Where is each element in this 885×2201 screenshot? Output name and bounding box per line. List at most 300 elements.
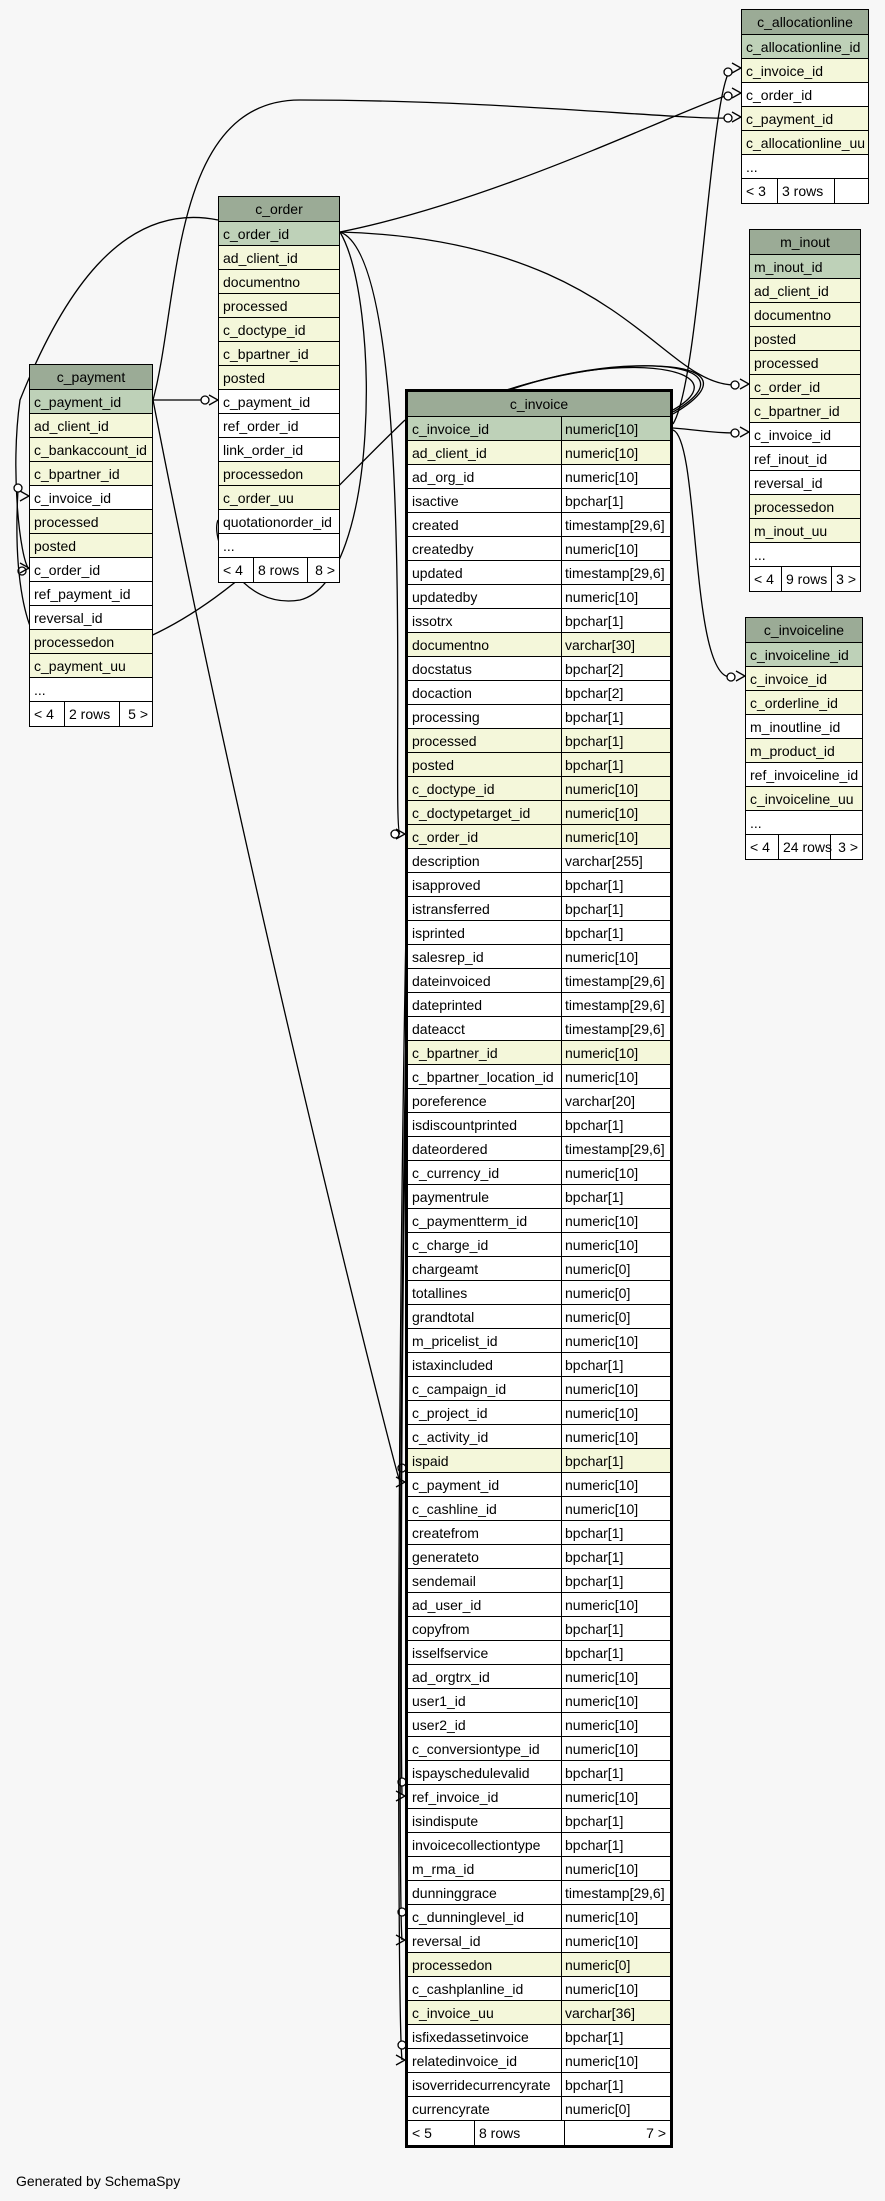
column-name: dateinvoiced [412, 973, 491, 989]
column-row[interactable] [408, 1641, 670, 1665]
column-row[interactable] [750, 543, 860, 567]
column-row[interactable] [408, 1785, 670, 1809]
column-name: posted [412, 757, 455, 773]
column-name: processed [754, 355, 819, 371]
column-row[interactable] [30, 462, 152, 486]
column-row[interactable] [746, 811, 862, 835]
column-row[interactable] [408, 1569, 670, 1593]
column-name: c_bankaccount_id [34, 442, 147, 458]
column-row[interactable] [408, 993, 670, 1017]
column-row[interactable] [408, 1881, 670, 1905]
column-name: docstatus [412, 661, 472, 677]
column-row[interactable] [408, 1617, 670, 1641]
column-type: numeric[0] [561, 1305, 630, 1328]
column-row[interactable] [408, 969, 670, 993]
column-name: ... [750, 815, 762, 831]
column-row[interactable] [408, 441, 670, 465]
column-name: c_allocationline_uu [746, 135, 866, 151]
column-type: bpchar[1] [561, 705, 623, 728]
column-row[interactable] [750, 303, 860, 327]
column-row[interactable] [408, 1161, 670, 1185]
column-row[interactable] [219, 366, 339, 390]
column-name: c_payment_id [746, 111, 834, 127]
column-row[interactable] [408, 1737, 670, 1761]
column-row[interactable] [746, 667, 862, 691]
column-row[interactable] [30, 678, 152, 702]
column-name: c_order_id [34, 562, 101, 578]
column-row[interactable] [30, 534, 152, 558]
column-name: m_inout_id [754, 259, 823, 275]
column-name: user2_id [412, 1717, 466, 1733]
column-type: numeric[10] [561, 1905, 638, 1928]
column-name: c_dunninglevel_id [412, 1909, 525, 1925]
column-row[interactable] [219, 414, 339, 438]
column-row[interactable] [408, 945, 670, 969]
column-name: ... [746, 159, 758, 175]
column-name: reversal_id [412, 1933, 481, 1949]
table-title: c_invoice [408, 392, 670, 417]
column-row[interactable] [219, 462, 339, 486]
column-type: numeric[10] [561, 1377, 638, 1400]
column-name: ad_client_id [754, 283, 829, 299]
column-name: c_cashline_id [412, 1501, 497, 1517]
column-row[interactable] [219, 390, 339, 414]
column-row[interactable] [30, 486, 152, 510]
column-row[interactable] [408, 729, 670, 753]
column-name: link_order_id [223, 442, 304, 458]
column-name: documentno [754, 307, 832, 323]
generated-by-credit: Generated by SchemaSpy [16, 2173, 181, 2189]
column-name: processedon [754, 499, 835, 515]
edge-end-circle [14, 484, 22, 492]
column-row[interactable] [408, 609, 670, 633]
column-row[interactable] [408, 1665, 670, 1689]
column-type: numeric[10] [561, 1785, 638, 1808]
column-name: ref_order_id [223, 418, 299, 434]
column-name: c_order_id [412, 829, 479, 845]
column-type: numeric[10] [561, 1065, 638, 1088]
column-type: timestamp[29,6] [561, 1137, 665, 1160]
column-type: numeric[10] [561, 1497, 638, 1520]
column-name: c_bpartner_location_id [412, 1069, 554, 1085]
column-row[interactable] [408, 465, 670, 489]
column-row[interactable] [408, 1689, 670, 1713]
column-name: c_paymentterm_id [412, 1213, 528, 1229]
column-type: numeric[10] [561, 2049, 638, 2072]
edge-end-circle [18, 567, 26, 575]
column-name: processed [34, 514, 99, 530]
edge-order-allocationline [340, 94, 731, 232]
column-row[interactable] [219, 342, 339, 366]
column-type: numeric[10] [561, 1233, 638, 1256]
column-row[interactable] [746, 763, 862, 787]
edge-order-inout [340, 232, 735, 385]
column-row[interactable] [408, 585, 670, 609]
column-row[interactable] [408, 1113, 670, 1137]
column-name: c_doctypetarget_id [412, 805, 531, 821]
column-row[interactable] [408, 1521, 670, 1545]
column-row[interactable] [408, 1257, 670, 1281]
crow-foot-arrow [396, 2055, 405, 2065]
column-row[interactable] [408, 1545, 670, 1569]
column-type: varchar[36] [561, 2001, 635, 2024]
column-name: c_bpartner_id [754, 403, 840, 419]
column-row[interactable] [408, 705, 670, 729]
column-row[interactable] [30, 438, 152, 462]
table-c_invoice[interactable] [405, 389, 673, 2148]
column-type: numeric[10] [561, 1425, 638, 1448]
column-name: ad_org_id [412, 469, 475, 485]
column-row[interactable] [408, 1377, 670, 1401]
column-row[interactable] [408, 1353, 670, 1377]
column-name: c_invoice_id [750, 671, 828, 687]
column-row[interactable] [750, 351, 860, 375]
column-name: processedon [223, 466, 304, 482]
column-name: relatedinvoice_id [412, 2053, 518, 2069]
column-type: numeric[10] [561, 1977, 638, 2000]
column-row[interactable] [408, 2073, 670, 2097]
footer-children: 8 > [307, 558, 339, 582]
column-row[interactable] [746, 787, 862, 811]
column-row[interactable] [408, 1929, 670, 1953]
table-c_order[interactable] [218, 196, 340, 583]
column-type: bpchar[1] [561, 2025, 623, 2048]
column-name: posted [223, 370, 266, 386]
column-row[interactable] [742, 83, 868, 107]
column-row[interactable] [408, 1497, 670, 1521]
column-row[interactable] [408, 849, 670, 873]
column-type: varchar[255] [561, 849, 643, 872]
column-row[interactable] [408, 1089, 670, 1113]
column-type: numeric[10] [561, 1473, 638, 1496]
column-row[interactable] [742, 107, 868, 131]
footer-row-count: 8 rows [253, 558, 307, 582]
crow-foot-arrow [396, 1791, 405, 1801]
column-name: isoverridecurrencyrate [412, 2077, 551, 2093]
column-row[interactable] [408, 1233, 670, 1257]
column-name: user1_id [412, 1693, 466, 1709]
column-row[interactable] [408, 1305, 670, 1329]
column-type: numeric[10] [561, 1689, 638, 1712]
table-title: c_allocationline [742, 10, 868, 35]
crow-foot-arrow [396, 829, 405, 839]
column-row[interactable] [408, 897, 670, 921]
column-row[interactable] [742, 59, 868, 83]
column-name: c_payment_id [34, 394, 122, 410]
column-type: numeric[10] [561, 1929, 638, 1952]
column-row[interactable] [408, 1041, 670, 1065]
column-name: ad_client_id [412, 445, 487, 461]
column-name: chargeamt [412, 1261, 479, 1277]
column-type: numeric[0] [561, 2097, 630, 2120]
footer-row-count: 2 rows [64, 702, 119, 726]
column-row[interactable] [30, 510, 152, 534]
table-c_invoiceline[interactable] [745, 617, 863, 860]
crow-foot-arrow [732, 88, 741, 98]
edge-end-circle [724, 68, 732, 76]
column-type: numeric[10] [561, 945, 638, 968]
column-name: ... [754, 547, 766, 563]
column-row[interactable] [219, 222, 339, 246]
column-type: numeric[10] [561, 801, 638, 824]
column-name: c_invoice_id [34, 490, 112, 506]
column-row[interactable] [408, 1425, 670, 1449]
column-type: bpchar[1] [561, 1569, 623, 1592]
column-name: createdby [412, 541, 474, 557]
column-name: ispayschedulevalid [412, 1765, 530, 1781]
column-row[interactable] [408, 1809, 670, 1833]
column-row[interactable] [746, 715, 862, 739]
column-type: numeric[10] [561, 1329, 638, 1352]
edge-invoice-invoiceline [673, 430, 731, 677]
column-type: bpchar[1] [561, 1185, 623, 1208]
table-title: m_inout [750, 230, 860, 255]
column-row[interactable] [30, 390, 152, 414]
column-row[interactable] [408, 633, 670, 657]
crow-foot-arrow [396, 1477, 405, 1487]
column-row[interactable] [408, 513, 670, 537]
column-type: bpchar[1] [561, 1521, 623, 1544]
footer-parents: < 4 [223, 562, 243, 578]
column-type: bpchar[1] [561, 489, 623, 512]
column-name: ref_inout_id [754, 451, 828, 467]
edge-end-circle [727, 673, 735, 681]
column-type: bpchar[1] [561, 1761, 623, 1784]
crow-foot-arrow [209, 395, 218, 405]
column-type: bpchar[1] [561, 1545, 623, 1568]
column-row[interactable] [408, 1401, 670, 1425]
column-row[interactable] [408, 417, 670, 441]
column-name: c_project_id [412, 1405, 488, 1421]
column-row[interactable] [30, 558, 152, 582]
column-row[interactable] [30, 654, 152, 678]
column-row[interactable] [408, 753, 670, 777]
table-footer [750, 567, 860, 591]
column-type: numeric[10] [561, 1041, 638, 1064]
column-row[interactable] [408, 1761, 670, 1785]
column-name: c_order_id [754, 379, 821, 395]
footer-children: 7 > [564, 2121, 670, 2145]
edge-end-circle [724, 114, 732, 122]
column-row[interactable] [219, 510, 339, 534]
column-row[interactable] [742, 35, 868, 59]
crow-foot-arrow [740, 379, 749, 389]
column-name: grandtotal [412, 1309, 475, 1325]
column-row[interactable] [408, 1209, 670, 1233]
column-name: documentno [412, 637, 490, 653]
column-row[interactable] [408, 2049, 670, 2073]
column-row[interactable] [219, 486, 339, 510]
column-name: createfrom [412, 1525, 479, 1541]
column-row[interactable] [408, 1185, 670, 1209]
column-type: bpchar[1] [561, 2073, 623, 2096]
column-name: c_charge_id [412, 1237, 489, 1253]
column-type: numeric[10] [561, 465, 638, 488]
column-row[interactable] [30, 582, 152, 606]
column-row[interactable] [408, 1065, 670, 1089]
column-name: processing [412, 709, 480, 725]
column-name: istransferred [412, 901, 490, 917]
column-name: ad_client_id [34, 418, 109, 434]
column-type: numeric[10] [561, 825, 638, 848]
column-row[interactable] [742, 131, 868, 155]
table-m_inout[interactable] [749, 229, 861, 592]
column-name: istaxincluded [412, 1357, 493, 1373]
column-name: isselfservice [412, 1645, 489, 1661]
footer-row-count: 3 rows [777, 179, 834, 203]
column-row[interactable] [408, 2025, 670, 2049]
column-row[interactable] [408, 777, 670, 801]
column-row[interactable] [408, 801, 670, 825]
column-type: bpchar[1] [561, 753, 623, 776]
column-name: c_cashplanline_id [412, 1981, 524, 1997]
column-row[interactable] [750, 375, 860, 399]
column-name: posted [34, 538, 77, 554]
column-row[interactable] [408, 489, 670, 513]
column-type: numeric[10] [561, 1857, 638, 1880]
column-name: issotrx [412, 613, 453, 629]
column-type: numeric[0] [561, 1257, 630, 1280]
column-name: processed [412, 733, 477, 749]
column-row[interactable] [750, 519, 860, 543]
column-name: isactive [412, 493, 459, 509]
table-c_payment[interactable] [29, 364, 153, 727]
edge-invoice-allocationline [673, 69, 731, 424]
edge-invoice-inout [673, 428, 735, 433]
table-title: c_payment [30, 365, 152, 390]
table-c_allocationline[interactable] [741, 9, 869, 204]
column-row[interactable] [746, 643, 862, 667]
column-name: isfixedassetinvoice [412, 2029, 529, 2045]
column-name: c_campaign_id [412, 1381, 507, 1397]
column-row[interactable] [408, 657, 670, 681]
column-row[interactable] [750, 423, 860, 447]
column-row[interactable] [408, 1137, 670, 1161]
column-row[interactable] [408, 1449, 670, 1473]
column-row[interactable] [408, 537, 670, 561]
column-name: updatedby [412, 589, 478, 605]
column-row[interactable] [408, 1281, 670, 1305]
column-row[interactable] [219, 438, 339, 462]
column-row[interactable] [408, 1833, 670, 1857]
column-row[interactable] [219, 318, 339, 342]
column-type: numeric[10] [561, 441, 638, 464]
column-row[interactable] [408, 1713, 670, 1737]
footer-parents: < 4 [34, 706, 54, 722]
crow-foot-arrow [20, 491, 29, 501]
column-row[interactable] [30, 414, 152, 438]
column-row[interactable] [408, 1857, 670, 1881]
footer-children: 3 > [831, 567, 860, 591]
column-row[interactable] [408, 1593, 670, 1617]
column-type: bpchar[1] [561, 1809, 623, 1832]
column-name: c_order_id [223, 226, 290, 242]
column-type: bpchar[1] [561, 729, 623, 752]
column-row[interactable] [746, 739, 862, 763]
column-row[interactable] [219, 534, 339, 558]
column-row[interactable] [408, 561, 670, 585]
column-row[interactable] [408, 681, 670, 705]
column-row[interactable] [408, 1977, 670, 2001]
column-name: c_invoice_uu [412, 2005, 494, 2021]
column-row[interactable] [408, 2001, 670, 2025]
column-row[interactable] [408, 1473, 670, 1497]
column-type: numeric[10] [561, 1737, 638, 1760]
footer-children: 3 > [830, 835, 862, 859]
table-footer [219, 558, 339, 582]
column-type: timestamp[29,6] [561, 1881, 665, 1904]
table-footer [30, 702, 152, 726]
table-footer [742, 179, 868, 203]
column-name: c_invoice_id [754, 427, 832, 443]
column-name: c_invoice_id [746, 63, 824, 79]
column-row[interactable] [750, 495, 860, 519]
column-row[interactable] [742, 155, 868, 179]
column-row[interactable] [750, 279, 860, 303]
column-row[interactable] [408, 873, 670, 897]
column-row[interactable] [408, 1017, 670, 1041]
footer-parents: < 4 [754, 571, 774, 587]
column-name: created [412, 517, 459, 533]
column-row[interactable] [408, 921, 670, 945]
column-name: c_order_id [746, 87, 813, 103]
edge-end-circle [724, 92, 732, 100]
column-type: numeric[10] [561, 1209, 638, 1232]
footer-parents: < 3 [746, 183, 766, 199]
column-type: numeric[10] [561, 777, 638, 800]
column-name: dateordered [412, 1141, 488, 1157]
column-name: ad_orgtrx_id [412, 1669, 490, 1685]
column-name: processedon [412, 1957, 493, 1973]
column-row[interactable] [750, 327, 860, 351]
column-name: totallines [412, 1285, 468, 1301]
column-row[interactable] [219, 246, 339, 270]
column-name: c_currency_id [412, 1165, 500, 1181]
column-name: m_inout_uu [754, 523, 828, 539]
column-row[interactable] [408, 1905, 670, 1929]
column-row[interactable] [408, 2097, 670, 2121]
column-type: bpchar[2] [561, 681, 623, 704]
column-row[interactable] [219, 270, 339, 294]
column-row[interactable] [408, 1953, 670, 1977]
column-name: ad_client_id [223, 250, 298, 266]
column-name: posted [754, 331, 797, 347]
column-row[interactable] [408, 1329, 670, 1353]
column-row[interactable] [408, 825, 670, 849]
column-name: dunninggrace [412, 1885, 497, 1901]
column-row[interactable] [750, 399, 860, 423]
edge-end-circle [731, 429, 739, 437]
column-name: c_payment_uu [34, 658, 126, 674]
column-row[interactable] [219, 294, 339, 318]
column-row[interactable] [30, 630, 152, 654]
column-name: documentno [223, 274, 301, 290]
column-type: numeric[10] [561, 537, 638, 560]
edge-end-circle [731, 381, 739, 389]
column-name: c_order_uu [223, 490, 294, 506]
column-row[interactable] [750, 255, 860, 279]
column-row[interactable] [750, 447, 860, 471]
footer-row-count: 8 rows [474, 2121, 564, 2145]
column-type: numeric[10] [561, 1593, 638, 1616]
column-name: ref_invoice_id [412, 1789, 499, 1805]
column-row[interactable] [750, 471, 860, 495]
column-name: reversal_id [754, 475, 823, 491]
column-row[interactable] [746, 691, 862, 715]
crow-foot-arrow [736, 671, 745, 681]
column-name: isindispute [412, 1813, 479, 1829]
column-row[interactable] [30, 606, 152, 630]
